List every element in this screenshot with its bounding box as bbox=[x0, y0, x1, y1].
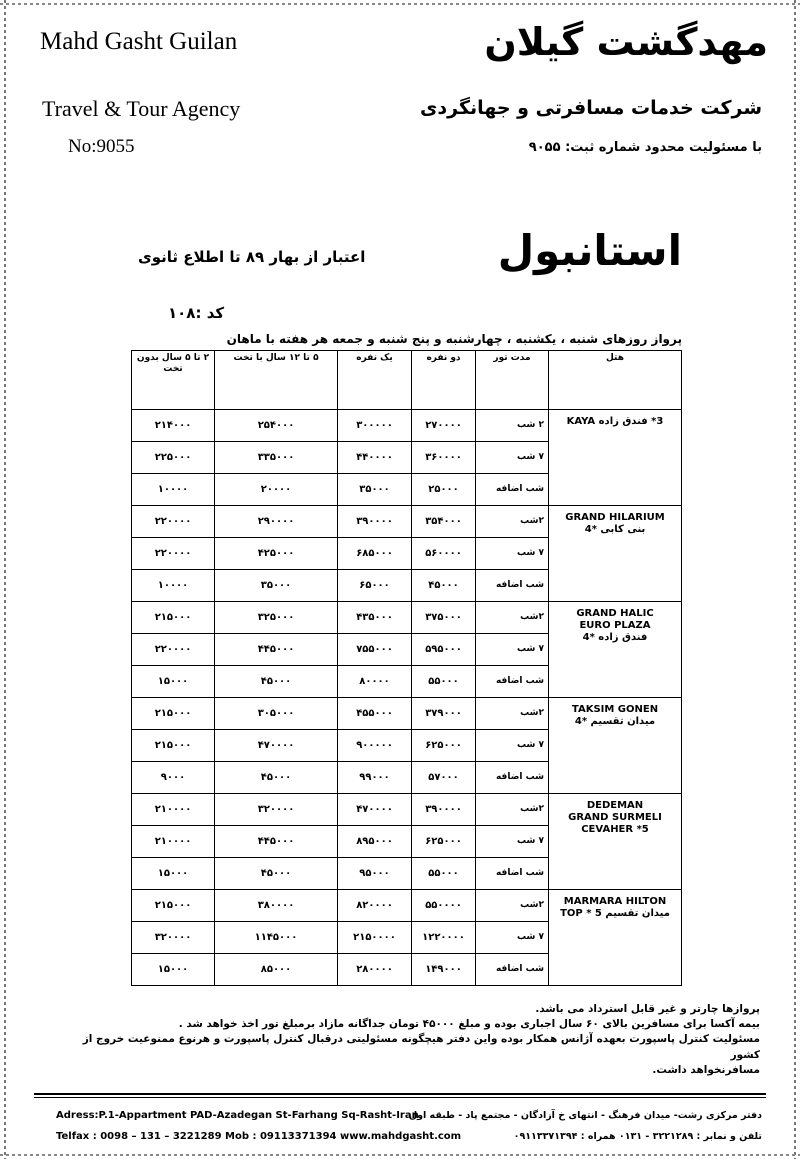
single-price-cell: ۴۴۰۰۰۰ bbox=[338, 442, 412, 474]
footer-contact-en: Telfax : 0098 – 131 – 3221289 Mob : 09113371394 www.mahdgasht.com bbox=[56, 1131, 462, 1142]
child-no-bed-cell: ۲۲۰۰۰۰ bbox=[132, 634, 215, 666]
hotel-name-line: 3* فندق زاده KAYA bbox=[566, 416, 664, 427]
double-price-cell: ۳۹۰۰۰۰ bbox=[412, 794, 476, 826]
child-with-bed-cell: ۲۵۴۰۰۰ bbox=[215, 410, 338, 442]
double-price-cell: ۳۶۰۰۰۰ bbox=[412, 442, 476, 474]
table-header-row bbox=[132, 351, 682, 410]
double-price-cell: ۳۷۵۰۰۰ bbox=[412, 602, 476, 634]
duration-cell: شب اضافه bbox=[476, 954, 549, 986]
footer-address-fa: دفتر مرکزی رشت- میدان فرهنگ - انتهای خ آزادگان - مجتمع پاد - طبقه اول bbox=[408, 1110, 762, 1121]
child-with-bed-cell: ۸۵۰۰۰ bbox=[215, 954, 338, 986]
duration-cell: ۷ شب bbox=[476, 826, 549, 858]
duration-cell: شب اضافه bbox=[476, 666, 549, 698]
col-header-duration: مدت تور bbox=[476, 351, 549, 410]
double-price-cell: ۵۵۰۰۰ bbox=[412, 666, 476, 698]
child-no-bed-cell: ۲۱۵۰۰۰ bbox=[132, 698, 215, 730]
child-no-bed-cell: ۲۱۵۰۰۰ bbox=[132, 890, 215, 922]
double-price-cell: ۵۵۰۰۰۰ bbox=[412, 890, 476, 922]
hotel-name-line: GRAND SURMELI bbox=[568, 812, 662, 823]
hotel-name-line: میدان تقسیم *4 bbox=[574, 716, 656, 727]
single-price-cell: ۸۰۰۰۰ bbox=[338, 666, 412, 698]
hotel-name-line: میدان تقسیم TOP * 5 bbox=[560, 908, 670, 919]
price-table bbox=[131, 350, 682, 986]
double-price-cell: ۱۲۲۰۰۰۰ bbox=[412, 922, 476, 954]
table-row bbox=[132, 410, 682, 442]
hotel-name-line: GRAND HILARIUM bbox=[565, 512, 665, 523]
child-with-bed-cell: ۳۳۵۰۰۰ bbox=[215, 442, 338, 474]
registration-number-en: No:9055 bbox=[68, 136, 135, 157]
hotel-name-line: GRAND HALIC bbox=[576, 608, 654, 619]
company-name-en: Mahd Gasht Guilan bbox=[40, 28, 238, 55]
footer-address-en: Adress:P.1-Appartment PAD-Azadegan St-Farhang Sq-Rasht-Iran bbox=[56, 1110, 419, 1121]
double-price-cell: ۳۵۴۰۰۰ bbox=[412, 506, 476, 538]
duration-cell: ۲شب bbox=[476, 794, 549, 826]
child-no-bed-cell: ۲۱۴۰۰۰ bbox=[132, 410, 215, 442]
destination-title: استانبول bbox=[497, 226, 682, 275]
child-no-bed-cell: ۲۲۵۰۰۰ bbox=[132, 442, 215, 474]
note-line: پروازها چارتر و غیر قابل استرداد می باشد. bbox=[535, 1003, 760, 1015]
table-row bbox=[132, 890, 682, 922]
duration-cell: شب اضافه bbox=[476, 858, 549, 890]
child-no-bed-cell: ۱۰۰۰۰ bbox=[132, 570, 215, 602]
right-edge-decoration bbox=[794, 0, 796, 1159]
double-price-cell: ۵۹۵۰۰۰ bbox=[412, 634, 476, 666]
note-line: مسافرنخواهد داشت. bbox=[652, 1063, 760, 1076]
hotel-name-line: MARMARA HILTON bbox=[563, 896, 667, 907]
child-with-bed-cell: ۴۵۰۰۰ bbox=[215, 666, 338, 698]
table-row bbox=[132, 602, 682, 634]
child-with-bed-cell: ۳۰۵۰۰۰ bbox=[215, 698, 338, 730]
child-with-bed-cell: ۳۸۰۰۰۰ bbox=[215, 890, 338, 922]
single-price-cell: ۴۳۵۰۰۰ bbox=[338, 602, 412, 634]
single-price-cell: ۹۹۰۰۰ bbox=[338, 762, 412, 794]
duration-cell: ۷ شب bbox=[476, 634, 549, 666]
single-price-cell: ۸۹۵۰۰۰ bbox=[338, 826, 412, 858]
bottom-edge-decoration bbox=[0, 1154, 800, 1156]
validity-text: اعتبار از بهار ۸۹ تا اطلاع ثانوی bbox=[138, 248, 366, 266]
single-price-cell: ۳۰۰۰۰۰ bbox=[338, 410, 412, 442]
single-price-cell: ۴۷۰۰۰۰ bbox=[338, 794, 412, 826]
child-with-bed-cell: ۴۴۵۰۰۰ bbox=[215, 826, 338, 858]
double-price-cell: ۳۷۹۰۰۰ bbox=[412, 698, 476, 730]
double-price-cell: ۵۷۰۰۰ bbox=[412, 762, 476, 794]
notes bbox=[60, 1002, 760, 1078]
double-price-cell: ۶۲۵۰۰۰ bbox=[412, 730, 476, 762]
package-code: کد :۱۰۸ bbox=[168, 304, 225, 322]
child-with-bed-cell: ۴۷۰۰۰۰ bbox=[215, 730, 338, 762]
hotel-cell bbox=[549, 506, 682, 602]
single-price-cell: ۳۹۰۰۰۰ bbox=[338, 506, 412, 538]
flight-schedule: پرواز روزهای شنبه ، یکشنبه ، چهارشنبه و پنج شنبه و جمعه هر هفته با ماهان bbox=[226, 332, 682, 346]
child-no-bed-cell: ۱۵۰۰۰ bbox=[132, 954, 215, 986]
child-no-bed-cell: ۳۲۰۰۰۰ bbox=[132, 922, 215, 954]
child-no-bed-cell: ۲۱۵۰۰۰ bbox=[132, 602, 215, 634]
double-price-cell: ۴۵۰۰۰ bbox=[412, 570, 476, 602]
footer-rule-thin bbox=[34, 1097, 766, 1098]
single-price-cell: ۴۵۵۰۰۰ bbox=[338, 698, 412, 730]
double-price-cell: ۶۲۵۰۰۰ bbox=[412, 826, 476, 858]
footer-contact-fa: تلفن و نمابر : ۳۲۲۱۲۸۹ - ۰۱۳۱ همراه : ۰۹۱۱۳۳۷۱۳۹۴ bbox=[513, 1131, 762, 1142]
child-with-bed-cell: ۱۱۴۵۰۰۰ bbox=[215, 922, 338, 954]
hotel-cell bbox=[549, 602, 682, 698]
hotel-name-line: DEDEMAN bbox=[586, 800, 644, 811]
top-edge-decoration bbox=[0, 3, 800, 5]
col-header-child-no-bed: ۲ تا ۵ سال بدون تخت bbox=[132, 351, 215, 410]
table-row bbox=[132, 506, 682, 538]
note-line: مسئولیت کنترل پاسپورت بعهده آژانس همکار بوده واین دفتر هیچگونه مسئولیتی درقبال کنترل پاسپورت و هرنوع ممنوعیت خروج از کشور bbox=[82, 1033, 760, 1061]
duration-cell: ۲شب bbox=[476, 890, 549, 922]
child-no-bed-cell: ۲۱۰۰۰۰ bbox=[132, 826, 215, 858]
duration-cell: ۲شب bbox=[476, 698, 549, 730]
company-tagline-fa: شرکت خدمات مسافرتی و جهانگردی bbox=[420, 97, 762, 119]
hotel-cell bbox=[549, 698, 682, 794]
duration-cell: ۲ شب bbox=[476, 410, 549, 442]
col-header-single: یک نفره bbox=[338, 351, 412, 410]
table-row bbox=[132, 794, 682, 826]
single-price-cell: ۳۵۰۰۰ bbox=[338, 474, 412, 506]
col-header-child-with-bed: ۵ تا ۱۲ سال با تخت bbox=[215, 351, 338, 410]
left-edge-decoration bbox=[4, 0, 6, 1159]
double-price-cell: ۵۶۰۰۰۰ bbox=[412, 538, 476, 570]
single-price-cell: ۸۲۰۰۰۰ bbox=[338, 890, 412, 922]
child-with-bed-cell: ۲۹۰۰۰۰ bbox=[215, 506, 338, 538]
child-with-bed-cell: ۳۲۰۰۰۰ bbox=[215, 794, 338, 826]
child-no-bed-cell: ۲۲۰۰۰۰ bbox=[132, 506, 215, 538]
child-no-bed-cell: ۱۵۰۰۰ bbox=[132, 666, 215, 698]
single-price-cell: ۶۸۵۰۰۰ bbox=[338, 538, 412, 570]
single-price-cell: ۹۵۰۰۰ bbox=[338, 858, 412, 890]
col-header-hotel: هتل bbox=[549, 351, 682, 410]
double-price-cell: ۵۵۰۰۰ bbox=[412, 858, 476, 890]
duration-cell: ۷ شب bbox=[476, 538, 549, 570]
hotel-cell bbox=[549, 794, 682, 890]
child-with-bed-cell: ۴۵۰۰۰ bbox=[215, 858, 338, 890]
duration-cell: ۷ شب bbox=[476, 442, 549, 474]
child-with-bed-cell: ۳۵۰۰۰ bbox=[215, 570, 338, 602]
single-price-cell: ۲۱۵۰۰۰۰ bbox=[338, 922, 412, 954]
hotel-name-line: فندق زاده *4 bbox=[582, 632, 648, 643]
child-no-bed-cell: ۲۲۰۰۰۰ bbox=[132, 538, 215, 570]
double-price-cell: ۲۵۰۰۰ bbox=[412, 474, 476, 506]
duration-cell: ۷ شب bbox=[476, 730, 549, 762]
child-no-bed-cell: ۲۱۰۰۰۰ bbox=[132, 794, 215, 826]
child-with-bed-cell: ۴۲۵۰۰۰ bbox=[215, 538, 338, 570]
child-no-bed-cell: ۱۰۰۰۰ bbox=[132, 474, 215, 506]
note-line: بیمه آکسا برای مسافرین بالای ۶۰ سال اجباری بوده و مبلغ ۴۵۰۰۰ تومان جداگانه مازاد برمبلغ تور اخذ خواهد شد . bbox=[178, 1018, 760, 1031]
hotel-cell bbox=[549, 890, 682, 986]
company-tagline-en: Travel & Tour Agency bbox=[42, 96, 241, 121]
single-price-cell: ۲۸۰۰۰۰ bbox=[338, 954, 412, 986]
child-no-bed-cell: ۲۱۵۰۰۰ bbox=[132, 730, 215, 762]
footer-rule bbox=[34, 1093, 766, 1095]
child-with-bed-cell: ۲۰۰۰۰ bbox=[215, 474, 338, 506]
hotel-name-line: بنی کابی *4 bbox=[584, 524, 646, 535]
duration-cell: ۲شب bbox=[476, 602, 549, 634]
col-header-double: دو نفره bbox=[412, 351, 476, 410]
registration-number-fa: با مسئولیت محدود شماره ثبت: ۹۰۵۵ bbox=[528, 140, 762, 155]
duration-cell: ۷ شب bbox=[476, 922, 549, 954]
child-no-bed-cell: ۹۰۰۰ bbox=[132, 762, 215, 794]
hotel-cell bbox=[549, 410, 682, 506]
duration-cell: شب اضافه bbox=[476, 762, 549, 794]
company-name-fa: مهدگشت گیلان bbox=[484, 20, 768, 64]
duration-cell: ۲شب bbox=[476, 506, 549, 538]
hotel-name-line: EURO PLAZA bbox=[579, 620, 651, 631]
single-price-cell: ۹۰۰۰۰۰ bbox=[338, 730, 412, 762]
table-row bbox=[132, 698, 682, 730]
double-price-cell: ۲۷۰۰۰۰ bbox=[412, 410, 476, 442]
single-price-cell: ۶۵۰۰۰ bbox=[338, 570, 412, 602]
single-price-cell: ۷۵۵۰۰۰ bbox=[338, 634, 412, 666]
double-price-cell: ۱۴۹۰۰۰ bbox=[412, 954, 476, 986]
hotel-name-line: TAKSIM GONEN bbox=[571, 704, 659, 715]
child-no-bed-cell: ۱۵۰۰۰ bbox=[132, 858, 215, 890]
hotel-name-line: CEVAHER *5 bbox=[581, 824, 649, 835]
child-with-bed-cell: ۳۲۵۰۰۰ bbox=[215, 602, 338, 634]
child-with-bed-cell: ۴۴۵۰۰۰ bbox=[215, 634, 338, 666]
child-with-bed-cell: ۴۵۰۰۰ bbox=[215, 762, 338, 794]
duration-cell: شب اضافه bbox=[476, 570, 549, 602]
duration-cell: شب اضافه bbox=[476, 474, 549, 506]
